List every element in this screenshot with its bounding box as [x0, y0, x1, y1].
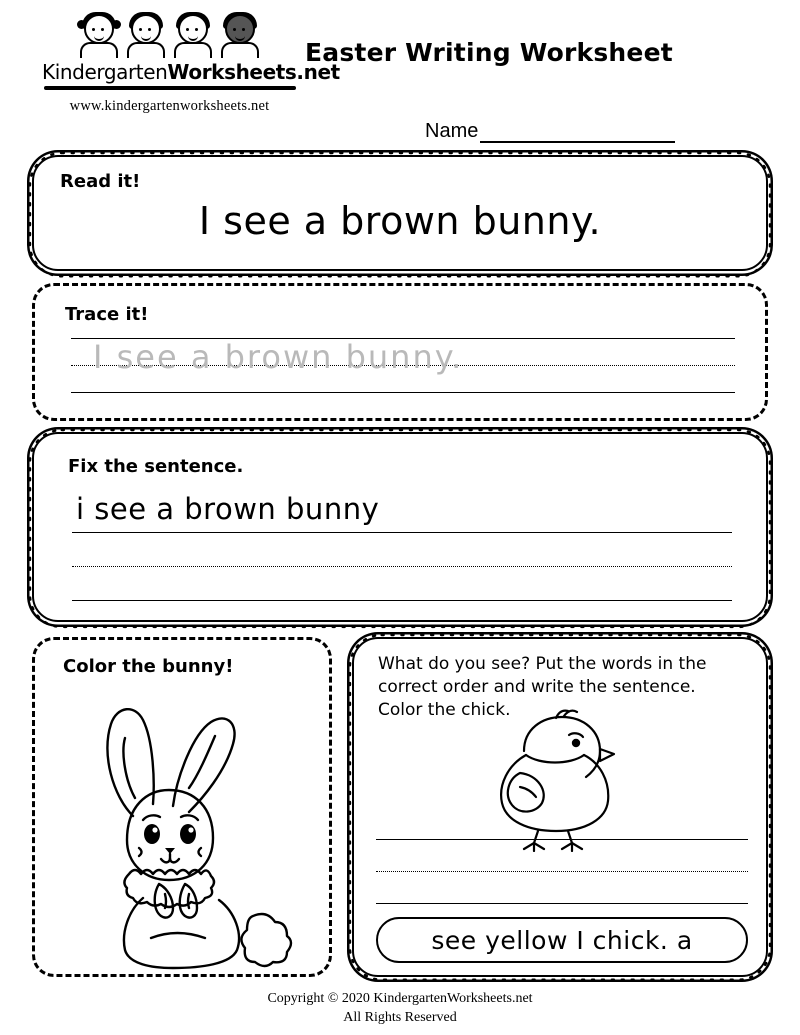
kid-figure-2 [124, 12, 168, 58]
trace-guide-text: I see a brown bunny. [93, 338, 464, 376]
logo-word-kindergarten: Kindergarten [42, 60, 168, 84]
kid-figure-1 [77, 12, 121, 58]
logo-word-worksheets: Worksheets [167, 60, 297, 84]
name-field [425, 120, 675, 143]
fix-line-2-dotted [72, 566, 732, 567]
logo-word-net: .net [296, 60, 340, 84]
copyright-text: Copyright © 2020 KindergartenWorksheets.net [267, 991, 533, 1006]
word-order-writing-lines[interactable] [376, 839, 748, 919]
name-label: Name [425, 120, 479, 142]
name-input-blank[interactable] [480, 123, 675, 143]
fix-line-1 [72, 532, 732, 533]
color-bunny-label: Color the bunny! [63, 656, 234, 677]
kids-illustration [42, 10, 297, 58]
page-header [0, 0, 800, 140]
word-order-section [352, 637, 768, 977]
page-footer [0, 990, 800, 1028]
logo-wordmark [42, 60, 340, 84]
trace-it-label: Trace it! [65, 304, 149, 325]
page-title: Easter Writing Worksheet [305, 38, 673, 67]
logo-underline [44, 86, 296, 90]
trace-it-section [32, 283, 768, 421]
read-it-section [32, 155, 768, 271]
kid-figure-4 [218, 12, 262, 58]
fix-sentence-section [32, 432, 768, 622]
chick-line-2-dotted [376, 871, 748, 872]
site-logo[interactable] [42, 10, 340, 115]
read-it-sentence: I see a brown bunny. [198, 199, 602, 243]
bunny-illustration [55, 688, 313, 970]
word-order-instructions: What do you see? Put the words in the correct order and write the sentence. Color the chick. [378, 654, 707, 720]
fix-line-3 [72, 600, 732, 601]
site-url: www.kindergartenworksheets.net [69, 98, 270, 114]
kid-figure-3 [171, 12, 215, 58]
fix-sentence-text: i see a brown bunny [76, 492, 380, 526]
chick-illustration [464, 707, 654, 852]
color-bunny-section [32, 637, 332, 977]
rights-text: All Rights Reserved [343, 1009, 457, 1025]
word-bank: see yellow I chick. a [376, 917, 748, 963]
read-it-label: Read it! [60, 171, 141, 192]
chick-line-3 [376, 903, 748, 904]
trace-bottom-line [71, 392, 735, 393]
trace-lines[interactable] [71, 338, 735, 394]
chick-line-1 [376, 839, 748, 840]
fix-sentence-label: Fix the sentence. [68, 456, 244, 477]
fix-writing-lines[interactable] [72, 532, 732, 618]
